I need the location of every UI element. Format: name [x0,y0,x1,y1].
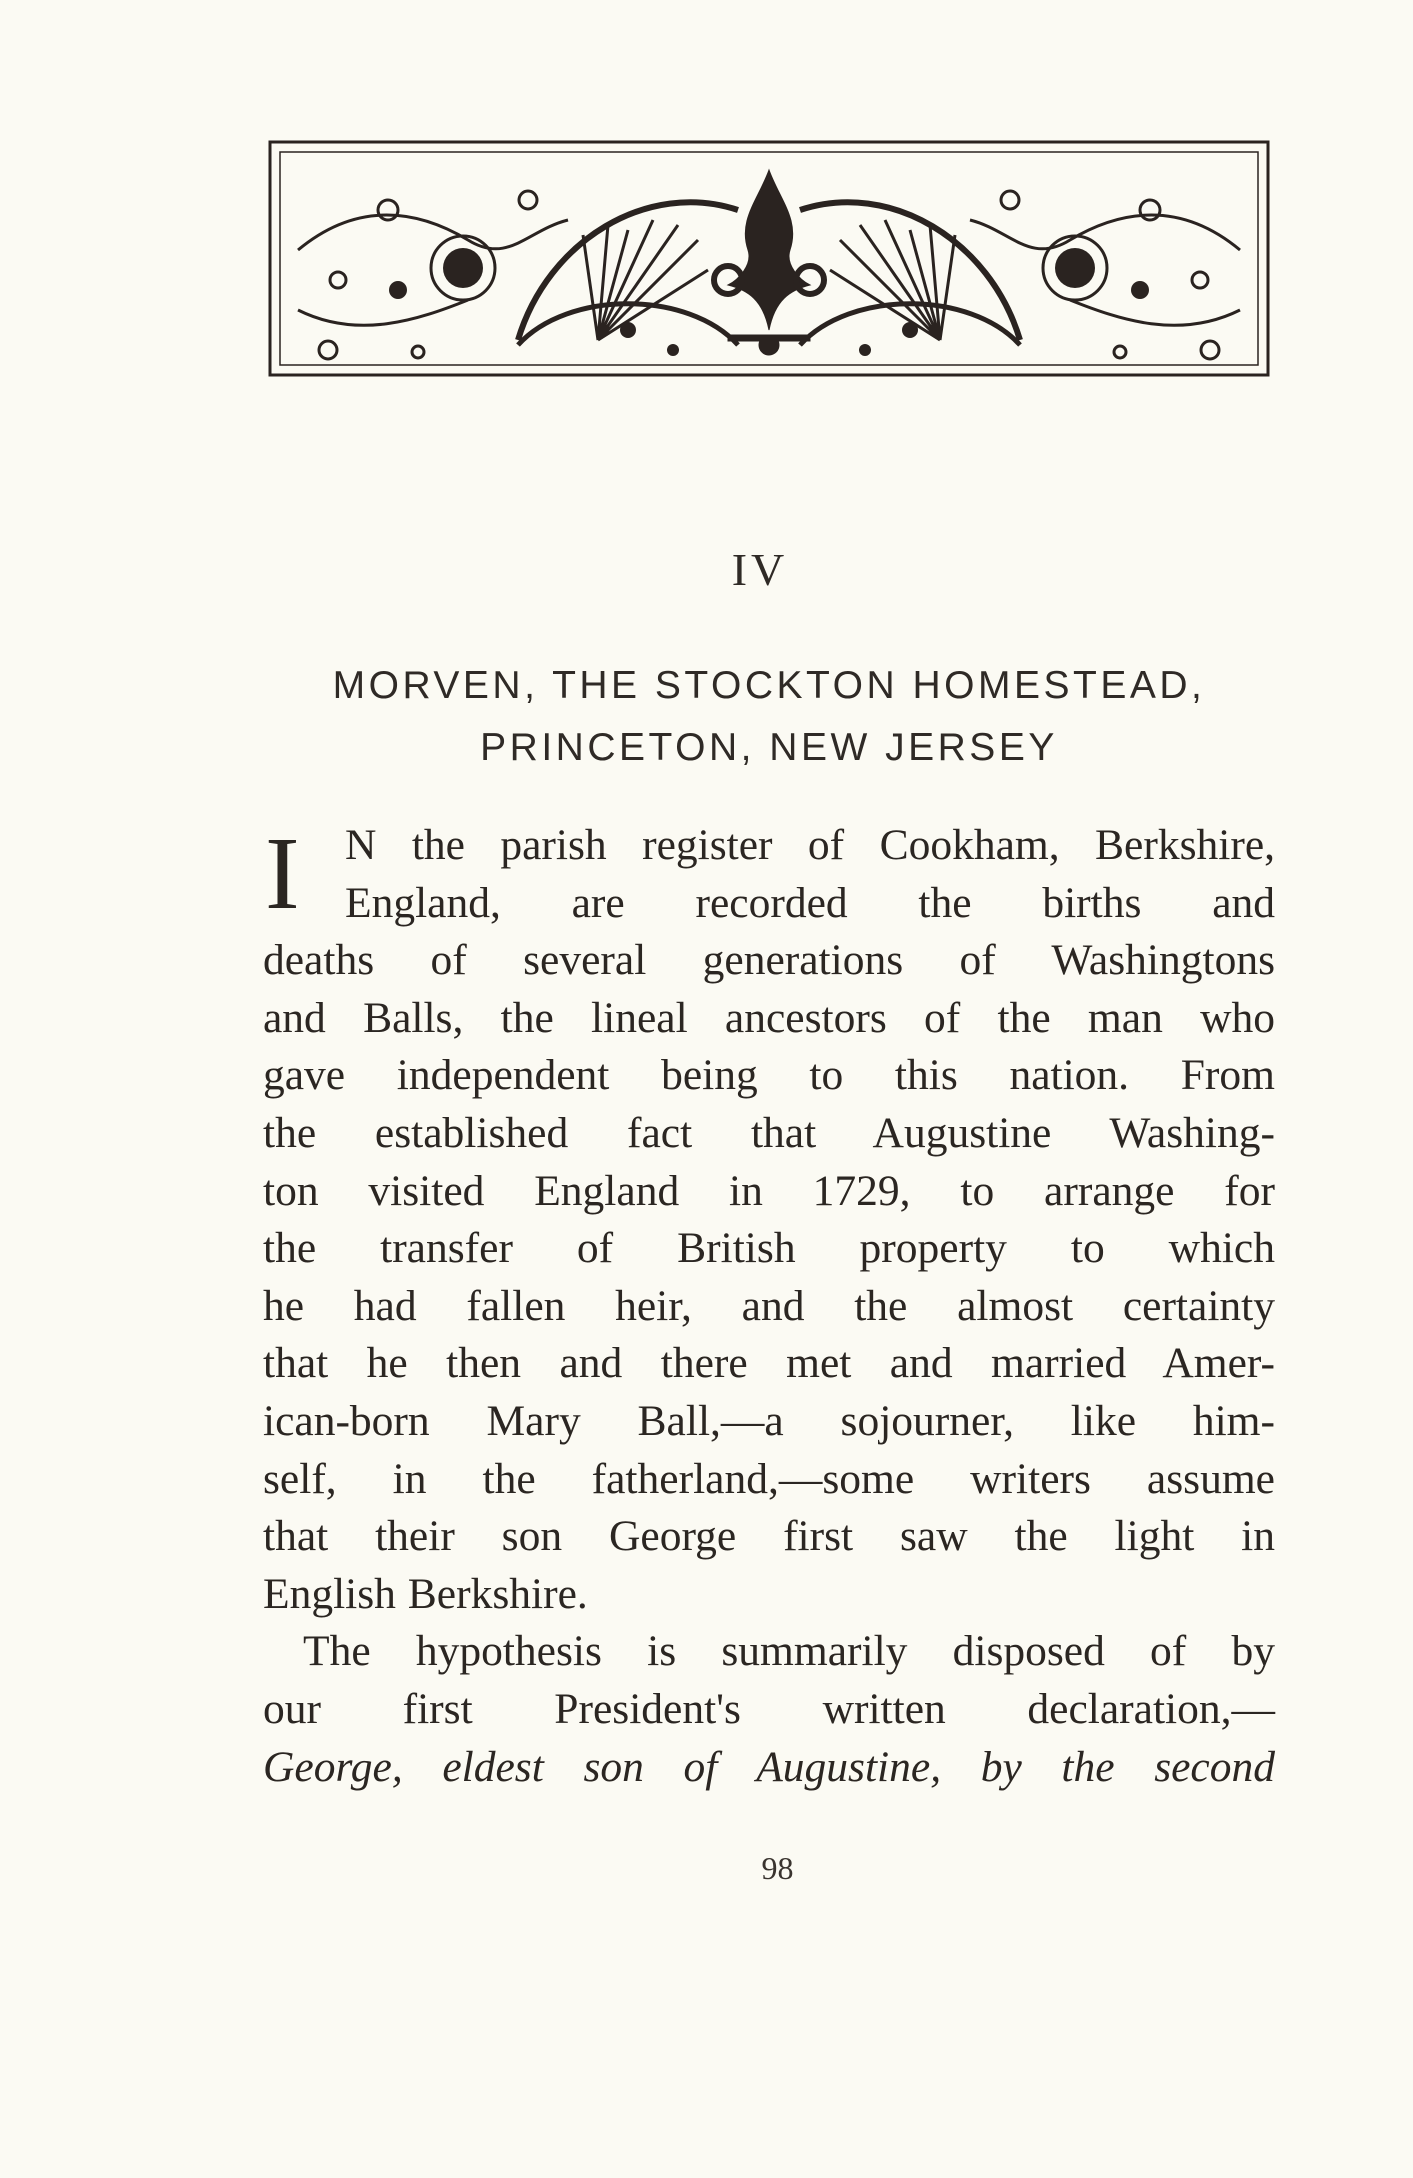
text-line: that he then and there met and married Amer- [263,1339,1275,1388]
text-line: The hypothesis is summarily disposed of by [303,1627,1275,1676]
text-line-italic: George, eldest son of Augustine, by the second [263,1742,1275,1791]
paragraph-2 [263,1623,1275,1796]
text-line: gave independent being to this nation. From [263,1051,1275,1100]
text-line: the established fact that Augustine Washing- [263,1108,1275,1157]
text-line: the transfer of British property to which [263,1224,1275,1273]
text-line: N the parish register of Cookham, Berkshire, [345,821,1275,869]
ornamental-headpiece-icon [268,140,1270,377]
text-line: and Balls, the lineal ancestors of the man who [263,993,1275,1042]
text-line: self, in the fatherland,—some writers assume [263,1454,1275,1503]
text-line: English Berkshire. [263,1569,588,1618]
drop-cap: I [265,816,300,931]
text-line: he had fallen heir, and the almost certainty [263,1281,1275,1330]
text-line: ican-born Mary Ball,—a sojourner, like him- [263,1396,1275,1445]
text-line: ton visited England in 1729, to arrange for [263,1166,1275,1215]
chapter-title [268,655,1270,779]
text-line: our first President's written declaration,— [263,1684,1275,1733]
text-line: that their son George first saw the light in [263,1512,1275,1561]
paragraph-1 [263,817,1275,1623]
chapter-title-line-1: MORVEN, THE STOCKTON HOMESTEAD, [332,664,1206,707]
text-line: England, are recorded the births and [345,878,1275,927]
body-text [263,817,1275,1796]
chapter-title-line-2: PRINCETON, NEW JERSEY [480,726,1058,769]
text-line: deaths of several generations of Washingtons [263,936,1275,985]
chapter-number: IV [731,544,789,595]
page-number: 98 [761,1850,794,1886]
